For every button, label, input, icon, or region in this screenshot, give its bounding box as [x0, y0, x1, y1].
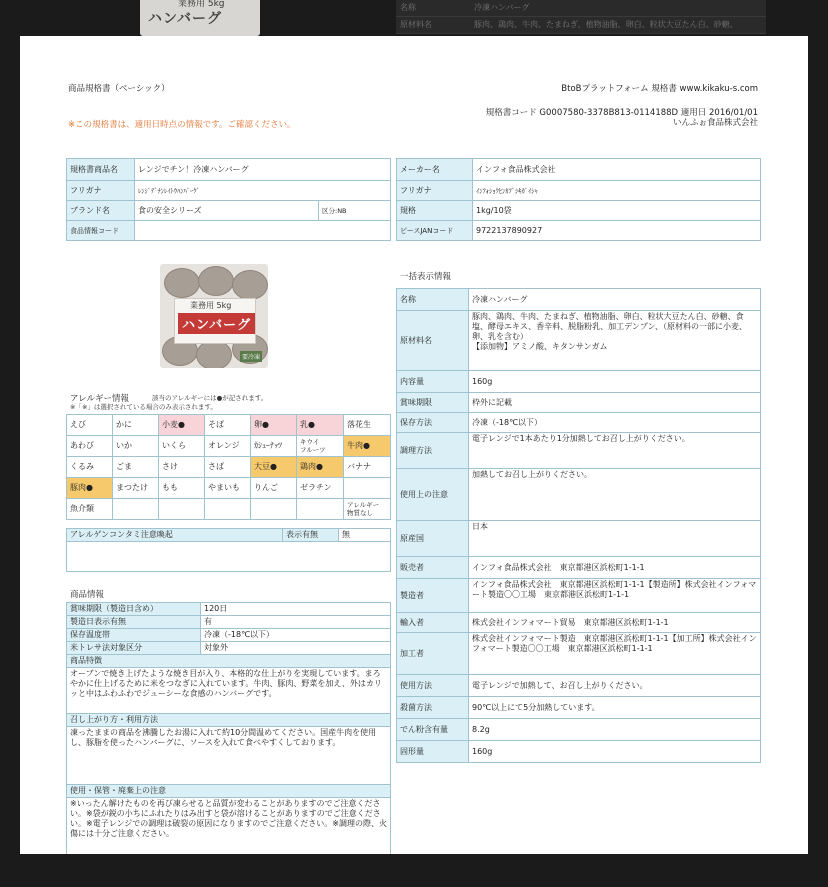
allergy-row: [67, 499, 391, 520]
package-sub-label: 業務用 5kg: [190, 301, 232, 310]
table-row: [397, 521, 761, 557]
table-row: [397, 311, 761, 371]
allergy-note: 該当のアレルギーには●が記されます。: [152, 394, 268, 402]
table-row: [67, 201, 391, 221]
patty-shape: [198, 266, 234, 296]
label-info-label: 殺菌方法: [397, 697, 469, 719]
table-row: [397, 675, 761, 697]
allergy-note: ※「※」は選択されている場合のみ表示されます。: [70, 403, 217, 411]
product-image: [160, 264, 268, 368]
product-info-title: 商品情報: [70, 590, 105, 600]
table-row: [397, 393, 761, 413]
allergy-cell: 牛肉●: [344, 436, 391, 457]
label-info-value: インフォ食品株式会社 東京都港区浜松町1-1-1: [469, 557, 761, 579]
table-row: [397, 433, 761, 469]
product-info-label: 保存温度帯: [67, 629, 201, 642]
label-info-value: 8.2g: [469, 719, 761, 741]
food-info-code-value: [135, 221, 391, 241]
background-package-title: ハンバーグ: [148, 11, 223, 27]
table-row: [67, 221, 391, 241]
label-info-value: 株式会社インフォマート貿易 東京都港区浜松町1-1-1: [469, 613, 761, 633]
platform-label: BtoBプラットフォーム 規格書 www.kikaku-s.com: [561, 84, 758, 94]
table-row: [67, 798, 391, 855]
allergy-cell: [251, 499, 297, 520]
table-row: [397, 719, 761, 741]
label-info-value: 豚肉、鶏肉、牛肉、たまねぎ、植物油脂、卵白、粒状大豆たん白、砂糖、食塩、酵母エキス、香辛料、脱脂粉乳、加工デンプン、（原材料の一部に小麦、卵、乳を含む） 【添加物】アミノ酸、キタンサンガム: [469, 311, 761, 371]
product-name-value: レンジでチン！冷凍ハンバーグ: [135, 159, 391, 181]
allergy-cell: いくら: [159, 436, 205, 457]
allergy-row: [67, 415, 391, 436]
basic-info-right-table: [396, 158, 761, 241]
company-name: いんふぉ食品株式会社: [672, 118, 758, 128]
label-info-value: 冷凍ハンバーグ: [469, 289, 761, 311]
display-label: 表示有無: [283, 529, 339, 542]
background-row: [396, 17, 766, 34]
allergy-cell: いか: [113, 436, 159, 457]
allergy-cell: 魚介類: [67, 499, 113, 520]
allergy-cell: 鶏肉●: [297, 457, 344, 478]
table-row: [67, 181, 391, 201]
background-row-label: 原材料名: [400, 20, 432, 29]
background-product-package: [140, 0, 260, 36]
label-info-label: でん粉含有量: [397, 719, 469, 741]
label-info-label: 輸入者: [397, 613, 469, 633]
label-info-value: 160g: [469, 371, 761, 393]
package-title: ハンバーグ: [178, 313, 255, 334]
allergy-cell: ｶｼｭｰﾅｯﾂ: [251, 436, 297, 457]
contamination-table: [66, 528, 391, 572]
brand-value: 食の安全シリーズ: [135, 201, 319, 221]
table-row: [397, 181, 761, 201]
table-row: [397, 613, 761, 633]
label-info-label: 保存方法: [397, 413, 469, 433]
label-info-label: 賞味期限: [397, 393, 469, 413]
table-row: [67, 629, 391, 642]
allergy-row: [67, 436, 391, 457]
table-row: [397, 633, 761, 675]
label-info-label: 製造者: [397, 579, 469, 613]
label-info-value: 90℃以上にて5分加熱しています。: [469, 697, 761, 719]
table-row: [67, 642, 391, 655]
allergy-cell: [205, 499, 251, 520]
allergy-cell: アレルギー 物質なし: [344, 499, 391, 520]
allergy-table: [66, 414, 391, 520]
allergy-cell: オレンジ: [205, 436, 251, 457]
howto-text: 凍ったままの商品を沸騰したお湯に入れて約10分間温めてください。国産牛肉を使用し、豚脂を使ったハンバーグに、ソースを入れて食べやすくしております。: [67, 727, 391, 785]
table-row: [67, 714, 391, 727]
table-row: [397, 201, 761, 221]
label-info-label: 使用上の注意: [397, 469, 469, 521]
background-behind-sheet: [0, 0, 828, 36]
allergy-cell: キウイ フルーツ: [297, 436, 344, 457]
allergy-cell: もも: [159, 478, 205, 499]
label-info-value: 冷凍（-18℃以下）: [469, 413, 761, 433]
background-table: [396, 0, 766, 36]
label-info-value: 日本: [469, 521, 761, 557]
applicable-date-notice: ※この規格書は、適用日時点の情報です。ご確認ください。: [68, 120, 296, 130]
contamination-detail: [67, 542, 391, 572]
display-value: 無: [339, 529, 391, 542]
caution-text: ※いったん解けたものを再び凍らせると品質が変わることがありますのでご注意ください。※袋が鋭の小ちにふれたりはみ出すと袋が溶けることがありますのでご注意ください。※電子レンジでの調理は破裂の原因になりますのでご注意ください。※調理の際、火傷には十分ご注意ください。: [67, 798, 391, 855]
table-row: [67, 668, 391, 714]
allergy-cell: ごま: [113, 457, 159, 478]
spec-sheet-page: [20, 36, 808, 854]
label-info-label: 調理方法: [397, 433, 469, 469]
product-info-value: 対象外: [201, 642, 391, 655]
basic-info-label: ブランド名: [67, 201, 135, 221]
allergy-cell: 豚肉●: [67, 478, 113, 499]
table-row: [67, 616, 391, 629]
table-row: [67, 727, 391, 785]
contamination-label: アレルゲンコンタミ注意喚起: [67, 529, 283, 542]
document-title: 商品規格書（ベーシック）: [68, 84, 170, 94]
label-info-title: 一括表示情報: [400, 272, 452, 282]
allergy-cell: 落花生: [344, 415, 391, 436]
label-info-value: 株式会社インフォマート製造 東京都港区浜松町1-1-1【加工所】株式会社インフォマート製造〇〇工場 東京都港区浜松町1-1-1: [469, 633, 761, 675]
table-row: [397, 159, 761, 181]
allergy-cell: さけ: [159, 457, 205, 478]
label-info-label: 名称: [397, 289, 469, 311]
patty-shape: [232, 270, 268, 300]
label-info-table: [396, 288, 761, 763]
allergy-cell: まつたけ: [113, 478, 159, 499]
basic-info-label: 規格: [397, 201, 473, 221]
allergy-cell: [113, 499, 159, 520]
maker-name-value: インフォ食品株式会社: [473, 159, 761, 181]
basic-info-label: メーカー名: [397, 159, 473, 181]
spec-value: 1kg/10袋: [473, 201, 761, 221]
basic-info-left-table: [66, 158, 391, 241]
label-info-value: 加熱してお召し上がりください。: [469, 469, 761, 521]
product-info-value: 冷凍（-18℃以下）: [201, 629, 391, 642]
table-row: [397, 741, 761, 763]
maker-furigana-value: ｲﾝﾌｫｼｮｸﾋﾝｶﾌﾞｼｷｶﾞｲｼｬ: [473, 181, 761, 201]
table-row: [67, 529, 391, 542]
basic-info-label: フリガナ: [67, 181, 135, 201]
label-info-label: 内容量: [397, 371, 469, 393]
howto-label: 召し上がり方・利用方法: [67, 714, 391, 727]
table-row: [397, 697, 761, 719]
background-row-value: 冷凍ハンバーグ: [474, 3, 530, 12]
patty-shape: [164, 268, 200, 298]
table-row: [397, 579, 761, 613]
table-row: [397, 413, 761, 433]
background-row-label: 名称: [400, 3, 416, 12]
table-row: [397, 469, 761, 521]
table-row: [397, 557, 761, 579]
basic-info-label: 食品情報コード: [67, 221, 135, 241]
basic-info-label: ピースJANコード: [397, 221, 473, 241]
label-info-label: 原材料名: [397, 311, 469, 371]
label-info-label: 加工者: [397, 633, 469, 675]
product-info-label: 製造日表示有無: [67, 616, 201, 629]
table-row: [67, 542, 391, 572]
allergy-cell: ゼラチン: [297, 478, 344, 499]
table-row: [397, 289, 761, 311]
allergy-cell: 大豆●: [251, 457, 297, 478]
allergy-cell: 小麦●: [159, 415, 205, 436]
allergy-title: アレルギー情報: [70, 394, 129, 404]
background-row-value: 豚肉、鶏肉、牛肉、たまねぎ、植物油脂、卵白、粒状大豆たん白、砂糖、: [474, 20, 738, 29]
product-info-label: 米トレサ法対象区分: [67, 642, 201, 655]
allergy-cell: やまいも: [205, 478, 251, 499]
label-info-value: 電子レンジで加熱して、お召し上がりください。: [469, 675, 761, 697]
label-info-label: 固形量: [397, 741, 469, 763]
allergy-cell: あわび: [67, 436, 113, 457]
table-row: [67, 655, 391, 668]
allergy-cell: バナナ: [344, 457, 391, 478]
product-info-table: [66, 602, 391, 854]
allergy-cell: [297, 499, 344, 520]
table-row: [397, 221, 761, 241]
allergy-cell: そば: [205, 415, 251, 436]
label-info-value: インフォ食品株式会社 東京都港区浜松町1-1-1【製造所】株式会社インフォマート製造〇〇工場 東京都港区浜松町1-1-1: [469, 579, 761, 613]
allergy-cell: [344, 478, 391, 499]
frozen-badge: 要冷凍: [240, 351, 262, 362]
spec-code: 規格書コード G0007580-3378B813-0114188D 適用日 2016/01/01: [485, 108, 758, 118]
allergy-cell: 乳●: [297, 415, 344, 436]
allergy-cell: さば: [205, 457, 251, 478]
label-info-label: 販売者: [397, 557, 469, 579]
table-row: [67, 159, 391, 181]
caution-label: 使用・保管・廃棄上の注意: [67, 785, 391, 798]
basic-info-label: フリガナ: [397, 181, 473, 201]
jan-code-value: 9722137890927: [473, 221, 761, 241]
table-row: [67, 603, 391, 616]
label-info-label: 使用方法: [397, 675, 469, 697]
basic-info-label: 規格書商品名: [67, 159, 135, 181]
background-row: [396, 0, 766, 17]
product-info-value: 120日: [201, 603, 391, 616]
allergy-cell: 卵●: [251, 415, 297, 436]
patty-shape: [196, 340, 232, 368]
allergy-cell: りんご: [251, 478, 297, 499]
table-row: [397, 371, 761, 393]
label-info-label: 原産国: [397, 521, 469, 557]
allergy-row: [67, 478, 391, 499]
table-row: [67, 785, 391, 798]
product-furigana-value: ﾚﾝｼﾞﾃﾞﾁﾝﾚｲﾄｳﾊﾝﾊﾞｰｸﾞ: [135, 181, 391, 201]
label-info-value: 160g: [469, 741, 761, 763]
features-label: 商品特徴: [67, 655, 391, 668]
label-info-value: 電子レンジで1本あたり1分加熱してお召し上がりください。: [469, 433, 761, 469]
allergy-cell: えび: [67, 415, 113, 436]
category-value: 区分:NB: [319, 201, 391, 221]
allergy-cell: [159, 499, 205, 520]
allergy-cell: くるみ: [67, 457, 113, 478]
features-text: オーブンで焼き上げたような焼き目が入り、本格的な仕上がりを実現しています。まろやかに仕上げるために米をつなぎに入れています。牛肉、豚肉、野菜を加え、外はカリッと中はふわふわでジューシーな食感のハンバーグです。: [67, 668, 391, 714]
allergy-row: [67, 457, 391, 478]
label-info-value: 枠外に記載: [469, 393, 761, 413]
product-info-value: 有: [201, 616, 391, 629]
allergy-cell: かに: [113, 415, 159, 436]
background-package-label: 業務用 5kg: [178, 0, 225, 9]
product-info-label: 賞味期限（製造日含め）: [67, 603, 201, 616]
